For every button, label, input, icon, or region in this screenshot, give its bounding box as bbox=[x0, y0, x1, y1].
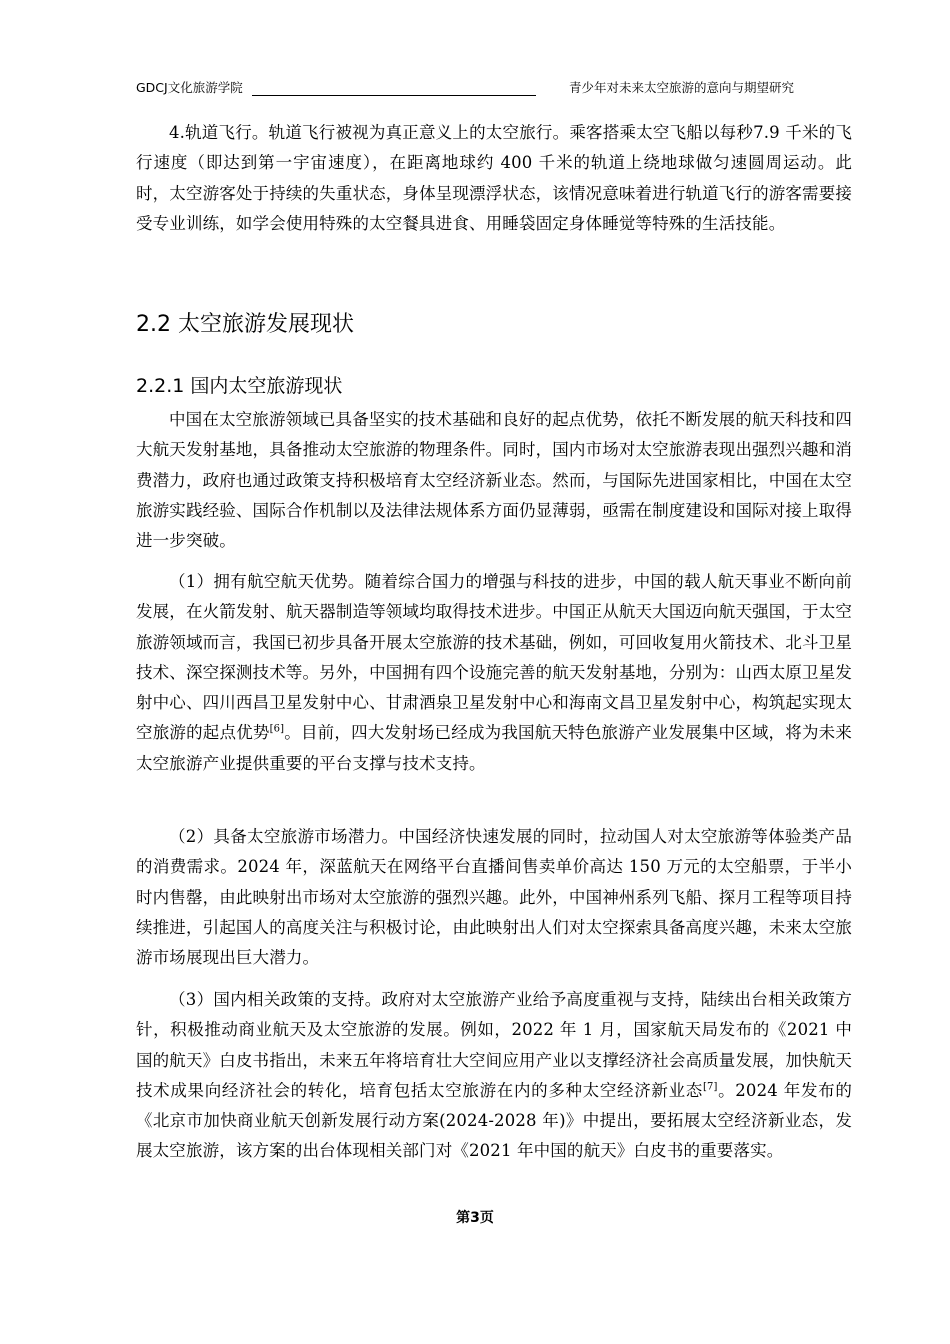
paragraph-policy-support bbox=[136, 985, 852, 1167]
paragraph-aerospace-advantage-tail: 。目前，四大发射场已经成为我国航天特色旅游产业发展集中区域，将为未来太空旅游产业提供重要的平台支撑与技术支持。 bbox=[136, 723, 852, 773]
subsection-heading: 2.2.1 国内太空旅游现状 bbox=[136, 375, 343, 397]
paragraph-policy-support-text: （3）国内相关政策的支持。政府对太空旅游产业给予高度重视与支持，陆续出台相关政策方针，积极推动商业航天及太空旅游的发展。例如，2022 年 1 月，国家航天局发布的《2021 中国的航天》白皮书指出，未来五年将培育壮大空间应用产业以支撑经济社会高质量发展，加快航天技术成果向经济社会的转化，培育包括太空旅游在内的多种太空经济新业态 bbox=[136, 990, 852, 1100]
paragraph-aerospace-advantage-text: （1）拥有航空航天优势。随着综合国力的增强与科技的进步，中国的载人航天事业不断向前发展，在火箭发射、航天器制造等领域均取得技术进步。中国正从航天大国迈向航天强国，于太空旅游领域而言，我国已初步具备开展太空旅游的技术基础，例如，可回收复用火箭技术、北斗卫星技术、深空探测技术等。另外，中国拥有四个设施完善的航天发射基地，分别为：山西太原卫星发射中心、四川西昌卫星发射中心、甘肃酒泉卫星发射中心和海南文昌卫星发射中心，构筑起实现太空旅游的起点优势 bbox=[136, 572, 852, 743]
paragraph-domestic-overview: 中国在太空旅游领域已具备坚实的技术基础和良好的起点优势，依托不断发展的航天科技和四大航天发射基地，具备推动太空旅游的物理条件。同时，国内市场对太空旅游表现出强烈兴趣和消费潜力，政府也通过政策支持积极培育太空经济新业态。然而，与国际先进国家相比，中国在太空旅游实践经验、国际合作机制以及法律法规体系方面仍显薄弱，亟需在制度建设和国际对接上取得进一步突破。 bbox=[136, 410, 852, 551]
header-rule bbox=[252, 95, 536, 96]
citation-ref-7: [7] bbox=[702, 1081, 718, 1093]
section-heading: 2.2 太空旅游发展现状 bbox=[136, 312, 354, 337]
paragraph-policy-support-tail: 。2024 年发布的《北京市加快商业航天创新发展行动方案(2024-2028 年)》中提出，要拓展太空经济新业态，发展太空旅游，该方案的出台体现相关部门对《2021 年中国的航天》白皮书的重要落实。 bbox=[136, 1080, 852, 1161]
running-header bbox=[136, 79, 794, 101]
header-paper-title: 青少年对未来太空旅游的意向与期望研究 bbox=[568, 80, 794, 95]
paragraph-orbital-flight: 4.轨道飞行。轨道飞行被视为真正意义上的太空旅行。乘客搭乘太空飞船以每秒7.9 千米的飞行速度（即达到第一宇宙速度），在距离地球约 400 千米的轨道上绕地球做匀速圆周运动。此时，太空游客处于持续的失重状态，身体呈现漂浮状态，该情况意味着进行轨道飞行的游客需要接受专业训练，如学会使用特殊的太空餐具进食、用睡袋固定身体睡觉等特殊的生活技能。 bbox=[136, 123, 852, 233]
page-number: 第3页 bbox=[456, 1210, 494, 1226]
paragraph-aerospace-advantage bbox=[136, 567, 852, 779]
citation-ref-6: [6] bbox=[269, 723, 285, 735]
paragraph-market-potential: （2）具备太空旅游市场潜力。中国经济快速发展的同时，拉动国人对太空旅游等体验类产品的消费需求。2024 年，深蓝航天在网络平台直播间售卖单价高达 150 万元的太空船票，于半小时内售罄，由此映射出市场对太空旅游的强烈兴趣。此外，中国神州系列飞船、探月工程等项目持续推进，引起国人的高度关注与积极讨论，由此映射出人们对太空探索具备高度兴趣，未来太空旅游市场展现出巨大潜力。 bbox=[136, 827, 852, 968]
header-institution: GDCJ文化旅游学院 bbox=[136, 80, 243, 95]
